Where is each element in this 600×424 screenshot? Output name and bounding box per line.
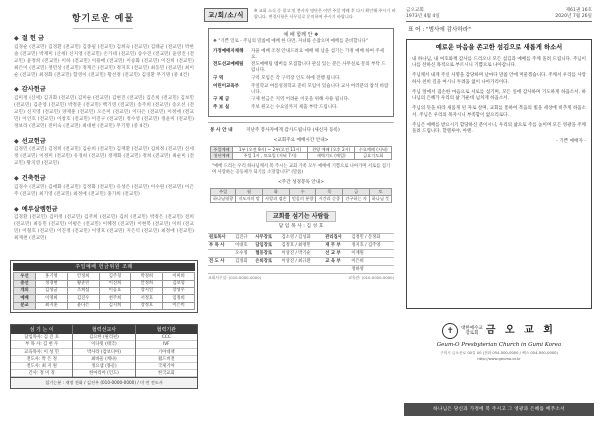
worship-head: 예 배 함께 안 ❖ (283, 32, 319, 38)
offering-heading (14, 35, 194, 43)
duty-cell: 중선 (14, 280, 36, 287)
news-item (213, 84, 389, 96)
serve-role (208, 250, 234, 258)
reading-head: <주간 성경봉독 안내> (277, 180, 325, 186)
serve-name: 이상진 / 최규환 (281, 258, 325, 266)
serve-row (208, 258, 394, 266)
schedule-row (211, 153, 392, 160)
denomination (461, 326, 483, 337)
serve-name (234, 266, 254, 274)
serve-role: 원로목사 (208, 234, 234, 242)
offering-section (14, 35, 194, 79)
news-item (213, 76, 389, 82)
schedule-cell: 주일 1시 , 토요일 (저녁 7시) (233, 153, 308, 160)
duty-cell: 김지희 (99, 302, 131, 309)
serve-role: 전 도 사 (208, 258, 234, 266)
duty-row (14, 295, 195, 302)
church-address: 구미시 금오산로 00길 00 (전화 054-000-0000 / 팩스 054-000-0000) http://www.geumo.or.kr (440, 351, 558, 361)
issue-date: 2020년 7월 26일 (555, 13, 592, 19)
offering-heading (14, 86, 194, 94)
reading-ref: 시간과 순종 (316, 195, 343, 202)
duty-cell: 김성균 (36, 287, 68, 294)
duty-cell: 이응표 (99, 287, 131, 294)
diamond-bullet-icon: ◆ (14, 175, 19, 183)
staff-entry: 전도사: 박 은 정 (11, 356, 72, 363)
serve-name: 김정민 / 문정화 (350, 234, 394, 242)
news-label: 주 보 실 (213, 104, 230, 110)
reading-ref: 믿음의 분량 (289, 195, 316, 202)
serve-name: 오수정 (234, 250, 254, 258)
issue-number (555, 8, 592, 19)
senior-pastor-line: 담 임 목 사 : 김 성 호 (278, 224, 324, 230)
offering-section (14, 206, 194, 243)
duty-cell: 김주형 (99, 273, 131, 280)
diamond-bullet-icon: ◆ (14, 86, 19, 94)
founding-info (406, 8, 440, 19)
offering-heading (14, 206, 194, 214)
staff-column-title: 섬 기 는 이 (11, 325, 72, 334)
offering-sections (6, 35, 200, 243)
prayer-paragraph: 주님은 예배를 받으시기 합당하신 분이시니, 우리의 삶으로 주를 높이며 모든 영광을 주께 돌려 드립니다. 할렐루야, 아멘. (412, 122, 586, 135)
staff-entry: 박사라 (캄보디아) (73, 349, 134, 356)
diamond-bullet-icon: ◆ (14, 35, 19, 43)
reading-day: 월 (236, 188, 263, 195)
offering-names: 김경환 (전교민) 김미정 (전교민) 김주희 (전교민) 김희 (전교민) 박정은 (전교민) 전희 (전교민) 최동민 (전교민) 이평은 (전교민) 이혜정 (전교민) 이현복 (전교민) 이희 (전교민) 이철호 (전교민) 이진정 (전교민) 이영호 (전교민) 지은덕 (전교민) 최정애 (전교민) 최재천 (전교민) (14, 215, 194, 242)
pastor-note: "예배 드리는 우리 하나님께서 복 주시는 교회 가족 모두 예배에 기쁨으로 나아가며 서로를 섬기며 사랑하는 공동체가 되기를 소망합니다" (말씀) (212, 163, 390, 175)
denomination-line-1: 대한예수교 (461, 326, 483, 332)
church-name: 금 오 교 회 (485, 325, 556, 337)
serve-name: 이재원 (350, 250, 394, 258)
offering-names: 김미정 (산세) 김귀화 (전교민) 김미순 (전교민) 김현진 (전교민) 김은희 (전교민) 김보민 (전교민) 김준영 (전교민) 박정준 (전교민) 백기영 (전교민) 송주희 (전교민) 송오선 (전교민) 신지영 (전교민) 양재훈 (전교민) 오은미 (전교민) 이다은 (전교민) 이정애 (전교민) 이인호 (전교민) 이창호 (전교민) 이진구 (전교민) 정수영 (전교민) 정윤미 (전교민) 정보라 (전교민) 전미숙 (전교민) 최대현 (전교민) 무기명 (중 4건) (14, 96, 194, 129)
church-brand (404, 323, 594, 339)
offering-section (14, 86, 194, 130)
staff-column-title: 협력선교사 (73, 325, 134, 334)
serve-title: 교회를 섬기는 사람들 (266, 211, 336, 223)
prayer-title: 예로운 마음을 존고한 섬김으로 새롭게 하소서 (435, 44, 563, 52)
offering-heading-text: 감사헌금 (21, 86, 46, 94)
news-text: 자율 예배 조정 안내드려요 예배 해 남을 섬기는 가정 예배 하여 주세요. (251, 48, 385, 60)
serve-role: 재 무 부 (324, 242, 350, 250)
serve-row (208, 250, 394, 258)
duty-cell: 임정희 (163, 295, 195, 302)
news-text: 구역 모임은 각 구역장 인도 하에 진행 됩니다. (251, 76, 341, 81)
serve-row (208, 242, 394, 250)
reading-ref: 하나님 뜻 (370, 195, 392, 202)
staff-entry: 부 목 사: 김 현 우 (11, 341, 72, 348)
prayer-paragraphs (412, 57, 586, 137)
reading-refs-row (211, 195, 392, 202)
offering-section (14, 138, 194, 168)
staff-entry: 정요셉 (몽골) (73, 363, 134, 370)
news-item (213, 49, 389, 61)
duty-cell: 이진희 (99, 280, 131, 287)
duty-row (14, 302, 195, 309)
staff-entry: 국제기아 (136, 363, 197, 370)
cross-logo-icon: ✝ (442, 323, 458, 339)
serve-role (254, 266, 280, 274)
offering-names: 김경수 (전교민) 김애화 (전교민) 김정화 (전교민) 유성은 (전교민) 이수원 (전교민) 이은주 (전교민) 최기영 (전교민) 최정애 (전교민) 홍가희 (전교민) (14, 184, 194, 197)
duty-cell: 이영희 (36, 295, 68, 302)
serve-name: 김진규 (234, 234, 254, 242)
duty-cell: 이미희 (163, 273, 195, 280)
duty-cell: 김보형 (163, 280, 195, 287)
schedule-cell: 청년예배 (211, 153, 233, 160)
offering-heading-text: 절 헌 금 (21, 35, 45, 43)
duty-cell: 이은비 (163, 302, 195, 309)
staff-entry: 기아대책 (136, 349, 197, 356)
news-item (213, 97, 389, 103)
serve-name: 김정호 / 최영민 (281, 242, 325, 250)
staff-entry: 교육목사: 이 성 민 (11, 349, 72, 356)
serve-name: 김정회 (234, 258, 254, 266)
reading-days-row (211, 188, 392, 195)
motto-line: 표 어 : "범사에 감사하라" (408, 27, 471, 34)
staff-column (11, 325, 73, 377)
reading-table (210, 188, 392, 203)
schedule-cell: 주일예배 (211, 146, 233, 153)
duty-cell: 서정호 (131, 295, 163, 302)
schedule-head: <교회주요 예배시간 안내> (273, 138, 329, 144)
news-item (213, 105, 389, 111)
staff-entry: 전도사: 최 지 원 (11, 363, 72, 370)
duty-cell: 조희섭 (67, 287, 99, 294)
staff-box (10, 324, 198, 389)
offering-heading-text: 예루살렘헌금 (21, 205, 58, 213)
schedule-table (210, 146, 392, 160)
prayer-paragraph: 주님의 뜻을 따라 새롭게 된 자로 살며, 교회를 통하여 복음의 빛을 세상에 비추게 하옵소서. 주님은 우리의 목자시니 부족함이 없으리로다. (412, 106, 586, 118)
duty-cell: 분교 (14, 302, 36, 309)
staff-columns (11, 325, 197, 377)
serve-role: 사무장로 (254, 234, 280, 242)
serve-row (208, 234, 394, 242)
duty-cell: 정경현 (36, 280, 68, 287)
news-label: 구 역 (213, 76, 224, 81)
news-label: 가정예배자체해 (213, 48, 244, 54)
serve-role: 교 육 부 (324, 258, 350, 266)
cover-panel (404, 6, 594, 418)
serve-footer (208, 276, 394, 281)
offering-heading-text: 건축헌금 (21, 175, 46, 183)
staff-entry: 담임목사: 김 진 호 (11, 334, 72, 341)
reading-day: 토 (370, 188, 392, 195)
usher-duty-table (13, 272, 195, 310)
church-short-name: 금오교회 (406, 8, 424, 13)
duty-cell: 개외 (14, 287, 36, 294)
reading-ref: 사랑과 겸손 (262, 195, 289, 202)
volume-number: 제61권 16호 (565, 8, 592, 13)
diamond-bullet-icon: ◆ (14, 137, 19, 145)
duty-cell: 천주희 (99, 295, 131, 302)
duty-cell: 윤다은 (67, 302, 99, 309)
offering-names: 김경민 (전교민) 김경희 (전교민) 김순희 (전교민) 김재환 (전교민) 김희정 (전교민) 신세정 (전교민) 이정미 (전교민) 유경희 (전교민) 정재화 (전교민) 정희 (전교민) 최순미 (전교민) 황지영 (전교민) (14, 147, 194, 167)
staff-column (73, 325, 135, 377)
news-text: 전도예배팀 멤버를 모집합니다 관심 있는 분은 사무실로 문의 부탁 드립니다. (251, 62, 386, 74)
duty-row (14, 280, 195, 287)
staff-entry: 김요한 (필리핀) (73, 334, 134, 341)
worship-box (208, 28, 394, 117)
serve-name (281, 266, 325, 274)
duty-cell: 박경희 (131, 273, 163, 280)
news-item (213, 62, 389, 74)
serve-row (208, 266, 394, 274)
duty-cell: 안정희 (67, 273, 99, 280)
schedule-cell: 금요기도회 (355, 153, 392, 160)
reading-day: 화 (262, 188, 289, 195)
duty-cell: 황준민 (67, 280, 99, 287)
schedule-cell: 수요예배 (저녁) (355, 146, 392, 153)
serve-role: 협동장로 (254, 250, 280, 258)
issue-info (406, 8, 592, 19)
worship-quote: ❖ "기쁜 일로 - 주님의 말씀에 예배 한 다면, 자녀와 손잡으며 예배를 준비합니다" (213, 39, 368, 45)
usher-duty-box (10, 260, 198, 313)
staff-entry: 한마리아 (인도) (73, 370, 134, 377)
serve-role: 은퇴장로 (254, 258, 280, 266)
title-divider (73, 28, 133, 29)
staff-entry: 이다윗 (태국) (73, 341, 134, 348)
diamond-bullet-icon: ◆ (14, 205, 19, 213)
reading-day: 수 (289, 188, 316, 195)
reading-ref: 간구하는 자 (343, 195, 370, 202)
office-phone: 교회사무실: (010-0000-0000) (208, 275, 262, 281)
serve-role: 선 교 부 (324, 250, 350, 258)
serve-notice-line (210, 128, 392, 134)
news-label: 어린이교육부 (213, 83, 240, 89)
staff-column (136, 325, 197, 377)
duty-row (14, 273, 195, 280)
serve-name: 이상진 / 박기순 (281, 250, 325, 258)
news-label: 구 제 금 (213, 97, 230, 103)
usher-duty-title: 주일예배 헌금위원 조례 (13, 263, 195, 271)
schedule-cell: 새벽기도 (매일) (308, 153, 355, 160)
staff-entry: CCC (136, 334, 197, 341)
denomination-line-2: 장로회 (465, 331, 479, 337)
serve-role: 부 목 사 (208, 242, 234, 250)
serve-table (208, 233, 394, 274)
prayer-paragraph: 내 하나님, 내 여호와께 감사를 드리오니 모든 섬김과 예배를 주께 올려 드립니다. 주님이 나를 선하신 목적으로 부르시니 기쁨으로 나아갑니다. (412, 56, 586, 69)
duty-cell: 홍기영 (36, 273, 68, 280)
schedule-cell: 1부 (오전 9시) ~ 2부(오전 11시) (233, 146, 308, 153)
news-label: 전도선교예배팀 (213, 62, 244, 68)
staff-entry: 월드비전 (136, 356, 197, 363)
prayer-paragraph: 주님께서 내게 주신 사명을 감당하며 날마다 말씀 안에 머물겠습니다. 주께서 우리를 사랑하사 친히 길을 여시니 두려움 없이 나아가리이다. (412, 73, 586, 85)
prayer-paragraph: 주님 앞에서 겸손한 마음으로 서로를 섬기며, 모든 일에 감사하며 기도하게 하옵소서. 하나님의 은혜가 우리의 삶 가운데 넘치게 하옵소서. (412, 89, 586, 102)
serve-notice-label: 봉 사 안 내 (210, 128, 233, 134)
news-ribbon: 교/회/소/식 (204, 8, 248, 22)
duty-cell: 최지훈 (36, 302, 68, 309)
duty-cell: 안정희 (131, 280, 163, 287)
staff-column-title: 협력기관 (136, 325, 197, 334)
duty-cell: 장정호 (131, 302, 163, 309)
duty-cell: 김진우 (67, 295, 99, 302)
offering-names: 김경순 (전교민) 김경환 (전교민) 김종필 (전교민) 김희숙 (전교민) 김태균 (전교민) 박한솔 (전교민) 박재미 (산세) 신지영 (전교민) 손가네 (전교민) 송수진 (전교민) 윤영진 (전교민) 윤정희 (전교민) 이하 (전교민) 이용매 (전교민) 이승화 (전교민) 이진희 (전교민) 최은이 (전교민) 정민상 (전교민) 정재은 (전교민) 정지호 (전교민) 최동민 (전교민) 최이순 (전교민) 최경화 (전교민) 함영이 (전교민) 황선정 (전교민) 김경환 무기명 (중 4건) (14, 45, 194, 78)
church-news-panel (204, 6, 398, 418)
serve-name: 정지호 / 김주영 (350, 242, 394, 250)
reading-day: 주일 (211, 188, 236, 195)
serve-role (324, 266, 350, 274)
church-english-name: Geum-O Presbyterian Church in Gumi Korea (436, 342, 562, 349)
offering-heading-text: 선교헌금 (21, 137, 46, 145)
reading-ref: 지도자의 말 (236, 195, 263, 202)
serve-name: 정하영 (350, 266, 394, 274)
duty-cell: 예배 (14, 295, 36, 302)
news-text: 주일학교 여름성경학교 준비 모임이 있습니다 교사 여러분의 참석 바랍니다. (251, 83, 389, 95)
news-text: 주보 원고는 수요일까지 제출 부탁 드립니다. (251, 104, 338, 110)
serve-role (208, 266, 234, 274)
prayer-box (406, 39, 592, 309)
reading-day: 금 (343, 188, 370, 195)
staff-entry: 최바울 (케냐) (73, 356, 134, 363)
divider (208, 122, 394, 123)
news-text: 구제 헌금은 지역 어려운 이웃을 위해 사용 됩니다. (251, 97, 350, 103)
prayer-signature: - 기쁜 예배자 - (556, 139, 586, 145)
education-phone: 교육관: (010-0000-0000) (348, 275, 394, 281)
offering-section (14, 175, 194, 199)
offering-heading (14, 175, 194, 183)
duty-row (14, 287, 195, 294)
staff-entry: IVF (136, 341, 197, 348)
serve-notice-value: 지난주 봉사자에게 감사드립니다 (새신자 등록) (246, 128, 340, 134)
serve-name: 이은희 (350, 258, 394, 266)
news-list (213, 49, 389, 111)
serve-name: 이대호 (234, 242, 254, 250)
offering-title: 항기로운 예물 (71, 14, 135, 24)
schedule-cell: 찬양 예배 (오후 2시) (308, 146, 355, 153)
founding-date: 1973년 4월 4일 (406, 13, 440, 19)
reading-ref: 하나님영광 (211, 195, 236, 202)
offering-heading (14, 138, 194, 146)
offering-panel (6, 6, 200, 418)
staff-entry: 간사: 정 미 경 (11, 370, 72, 377)
blessing-bar: 하나님은 당신과 가정에 복 주시고 그 영광과 은혜를 베푸소서 (404, 403, 594, 416)
duty-cell: 장성우 (163, 287, 195, 294)
serve-role: 관리집사 (324, 234, 350, 242)
news-notice: ※ 교회 소식 중 광고 및 봉사자 명단은 이번 주일 예배 후 다시 확인해 주시기 바랍니다. 변경사항은 사무실로 문의하여 주시기 바랍니다. (254, 8, 396, 19)
duty-cell: 장지연 (131, 287, 163, 294)
staff-entry: 한국교회 (136, 370, 197, 377)
serve-name: 김소영 / 김성화 (281, 234, 325, 242)
header-rule (406, 21, 592, 22)
news-header (204, 8, 398, 22)
serve-role: 담임장로 (254, 242, 280, 250)
staff-footer: 섬기는분 : 재정 전화 / 김진우 (010-0000-0000) / 미 연 전도사 (11, 377, 197, 387)
reading-day: 목 (316, 188, 343, 195)
duty-cell: 우선 (14, 273, 36, 280)
